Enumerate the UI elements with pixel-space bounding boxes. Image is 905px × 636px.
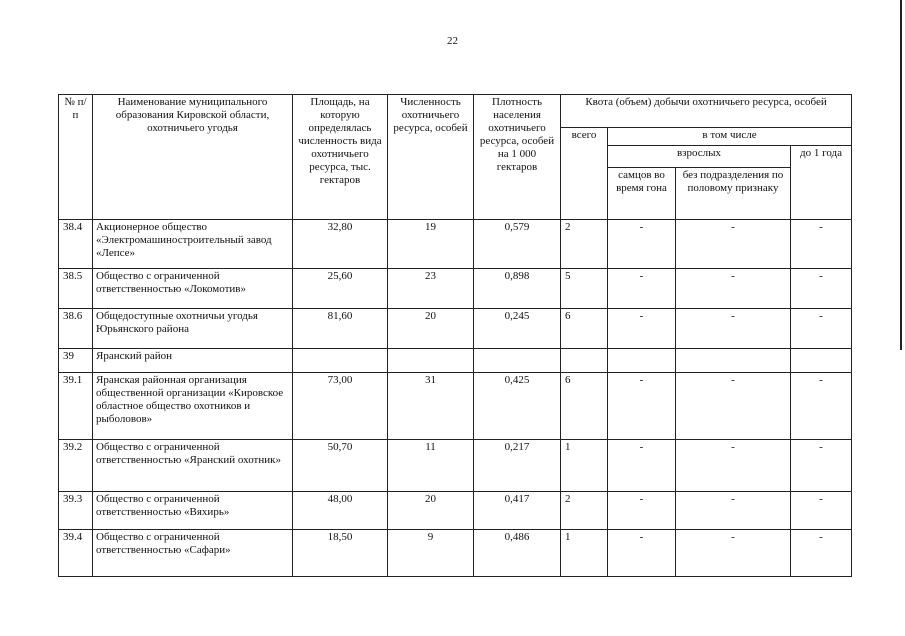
row-num: 38.4 bbox=[59, 220, 93, 269]
row-total: 6 bbox=[561, 373, 608, 440]
row-nosex: - bbox=[676, 530, 791, 577]
row-males: - bbox=[608, 309, 676, 349]
table-row bbox=[59, 269, 852, 309]
row-area: 73,00 bbox=[293, 373, 388, 440]
row-num: 39.1 bbox=[59, 373, 93, 440]
row-num: 38.6 bbox=[59, 309, 93, 349]
row-total: 2 bbox=[561, 492, 608, 530]
row-young: - bbox=[791, 373, 852, 440]
row-density: 0,217 bbox=[474, 440, 561, 492]
table-row bbox=[59, 530, 852, 577]
table-row bbox=[59, 220, 852, 269]
row-density: 0,898 bbox=[474, 269, 561, 309]
row-young: - bbox=[791, 492, 852, 530]
row-density: 0,486 bbox=[474, 530, 561, 577]
row-young: - bbox=[791, 220, 852, 269]
row-males: - bbox=[608, 220, 676, 269]
row-total: 1 bbox=[561, 440, 608, 492]
page-number: 22 bbox=[447, 35, 458, 47]
row-name: Общедоступные охотничьи угодья Юрьянского района bbox=[93, 309, 293, 349]
table-row bbox=[59, 440, 852, 492]
row-density: 0,579 bbox=[474, 220, 561, 269]
row-count: 9 bbox=[388, 530, 474, 577]
row-name: Общество с ограниченной ответственностью «Сафари» bbox=[93, 530, 293, 577]
row-nosex: - bbox=[676, 309, 791, 349]
header-under-one-year: до 1 года bbox=[791, 146, 852, 220]
scan-edge-line bbox=[900, 0, 902, 350]
row-area bbox=[293, 349, 388, 373]
row-total: 2 bbox=[561, 220, 608, 269]
row-young: - bbox=[791, 530, 852, 577]
row-nosex: - bbox=[676, 440, 791, 492]
row-density bbox=[474, 349, 561, 373]
table-row-district bbox=[59, 349, 852, 373]
row-nosex bbox=[676, 349, 791, 373]
row-nosex: - bbox=[676, 269, 791, 309]
header-name: Наименование муниципального образования Кировской области, охотничьего угодья bbox=[93, 95, 293, 220]
row-count: 31 bbox=[388, 373, 474, 440]
row-total: 5 bbox=[561, 269, 608, 309]
row-count: 20 bbox=[388, 309, 474, 349]
row-males: - bbox=[608, 530, 676, 577]
row-num: 39.2 bbox=[59, 440, 93, 492]
row-males: - bbox=[608, 440, 676, 492]
row-males: - bbox=[608, 492, 676, 530]
header-count: Численность охотничьего ресурса, особей bbox=[388, 95, 474, 220]
row-males: - bbox=[608, 373, 676, 440]
table-row bbox=[59, 373, 852, 440]
header-males-rut: самцов во время гона bbox=[608, 168, 676, 220]
row-count: 23 bbox=[388, 269, 474, 309]
row-area: 48,00 bbox=[293, 492, 388, 530]
header-quota: Квота (объем) добычи охотничьего ресурса, особей bbox=[561, 95, 852, 128]
row-total: 6 bbox=[561, 309, 608, 349]
header-num: № п/п bbox=[59, 95, 93, 220]
table-row bbox=[59, 492, 852, 530]
header-adults: взрослых bbox=[608, 146, 791, 168]
row-young: - bbox=[791, 269, 852, 309]
row-area: 25,60 bbox=[293, 269, 388, 309]
row-nosex: - bbox=[676, 220, 791, 269]
row-total: 1 bbox=[561, 530, 608, 577]
row-area: 50,70 bbox=[293, 440, 388, 492]
row-count: 19 bbox=[388, 220, 474, 269]
quota-table bbox=[58, 94, 852, 577]
header-including: в том числе bbox=[608, 128, 852, 146]
row-young: - bbox=[791, 440, 852, 492]
row-nosex: - bbox=[676, 373, 791, 440]
row-area: 18,50 bbox=[293, 530, 388, 577]
row-nosex: - bbox=[676, 492, 791, 530]
row-name: Общество с ограниченной ответственностью «Локомотив» bbox=[93, 269, 293, 309]
row-total bbox=[561, 349, 608, 373]
row-num: 39.4 bbox=[59, 530, 93, 577]
row-males bbox=[608, 349, 676, 373]
row-num: 39 bbox=[59, 349, 93, 373]
row-name: Яранский район bbox=[93, 349, 293, 373]
header-area: Площадь, на которую определялась численность вида охотничьего ресурса, тыс. гектаров bbox=[293, 95, 388, 220]
row-young bbox=[791, 349, 852, 373]
row-density: 0,245 bbox=[474, 309, 561, 349]
row-name: Общество с ограниченной ответственностью «Яранский охотник» bbox=[93, 440, 293, 492]
row-density: 0,425 bbox=[474, 373, 561, 440]
row-name: Яранская районная организация общественной организации «Кировское областное общество охотников и рыболовов» bbox=[93, 373, 293, 440]
row-young: - bbox=[791, 309, 852, 349]
row-area: 81,60 bbox=[293, 309, 388, 349]
row-count: 11 bbox=[388, 440, 474, 492]
row-area: 32,80 bbox=[293, 220, 388, 269]
header-total: всего bbox=[561, 128, 608, 220]
row-density: 0,417 bbox=[474, 492, 561, 530]
row-num: 38.5 bbox=[59, 269, 93, 309]
row-name: Общество с ограниченной ответственностью «Вяхирь» bbox=[93, 492, 293, 530]
header-density: Плотность населения охотничьего ресурса, особей на 1 000 гектаров bbox=[474, 95, 561, 220]
row-males: - bbox=[608, 269, 676, 309]
row-count: 20 bbox=[388, 492, 474, 530]
header-no-sex-division: без подразделения по половому признаку bbox=[676, 168, 791, 220]
row-count bbox=[388, 349, 474, 373]
row-num: 39.3 bbox=[59, 492, 93, 530]
row-name: Акционерное общество «Электромашиностроительный завод «Лепсе» bbox=[93, 220, 293, 269]
table-row bbox=[59, 309, 852, 349]
